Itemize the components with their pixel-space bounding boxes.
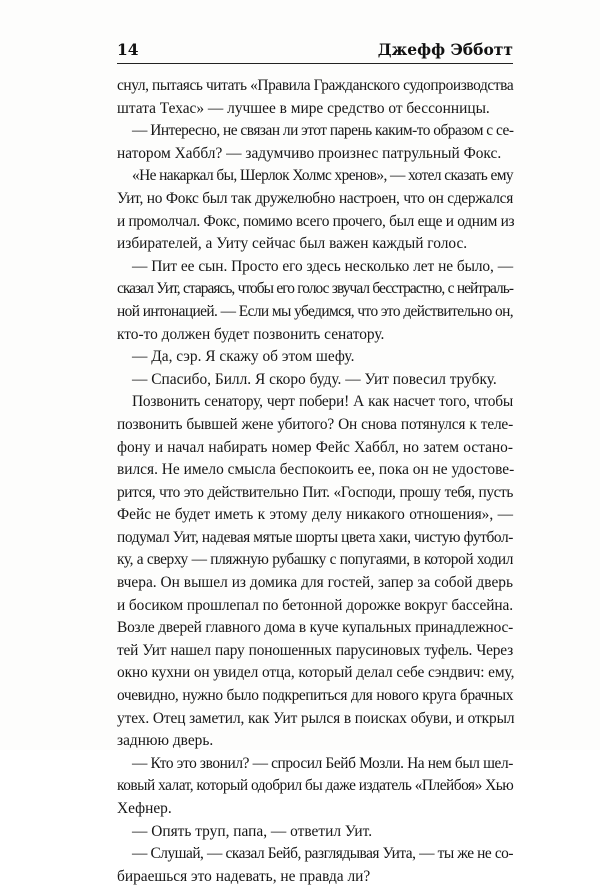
text-line: и промолчал. Фокс, помимо всего прочего, был еще и одним из <box>117 212 515 230</box>
text-line: — Кто это звонил? — спросил Бейб Мозли. На нем был шел- <box>132 754 513 772</box>
text-line: очевидно, нужно было подкрепиться для нового круга брачных <box>117 687 513 705</box>
text-line: сказал Уит, стараясь, чтобы его голос звучал бесстрастно, с нейтраль- <box>117 280 513 298</box>
text-line: ку, а сверху — пляжную рубашку с попугаями, в которой ходил <box>117 551 513 569</box>
text-line: — Опять труп, папа, — ответил Уит. <box>132 822 373 840</box>
text-line: Фейс не будет иметь к этому делу никакого отношения», — <box>117 506 513 524</box>
text-line: заднюю дверь. <box>117 732 214 750</box>
text-line: — Пит ее сын. Просто его здесь несколько лет не было, — <box>132 257 513 275</box>
body-text <box>117 75 513 888</box>
text-line: — Да, сэр. Я скажу об этом шефу. <box>132 348 355 366</box>
header-rule <box>117 63 513 64</box>
text-line: Позвонить сенатору, черт побери! А как насчет того, чтобы <box>132 393 513 411</box>
text-line: снул, пытаясь читать «Правила Гражданского судопроизводства <box>117 77 514 94</box>
text-line: фону и начал набирать номер Фейс Хаббл, но затем останo- <box>117 438 513 456</box>
text-line: — Интересно, не связан ли этот парень каким-то образом с се- <box>132 122 514 140</box>
text-line: — Слушай, — сказал Бейб, разглядывая Уита, — ты же не со- <box>132 845 513 863</box>
text-line: окно кухни он увидел отца, который делал себе сэндвич: ему, <box>117 664 515 682</box>
text-line: ной интонацией. — Если мы убедимся, что это действительно он, <box>117 302 513 320</box>
text-line: Возле дверей главного дома в куче купальных принадлежнос- <box>117 619 513 637</box>
text-line: подумал Уит, надевая мятые шорты цвета хаки, чистую футбол- <box>117 528 513 546</box>
text-line: бираешься это надевать, не правда ли? <box>117 867 371 885</box>
text-line: «Не накаркал бы, Шерлок Холмс хренов», — хотел сказать ему <box>132 167 513 185</box>
text-line: штата Техас» — лучшее в мире средство от бессонницы. <box>117 99 490 117</box>
text-line: ковый халат, который одобрил бы даже издатель «Плейбоя» Хью <box>117 777 514 795</box>
page-header <box>117 40 513 62</box>
text-line: утех. Отец заметил, как Уит рылся в поисках обуви, и открыл <box>117 709 515 727</box>
text-line: Хефнер. <box>117 800 172 817</box>
text-line: тей Уит нашел пару поношенных парусиновых туфель. Через <box>117 641 513 659</box>
text-line: Уит, но Фокс был так дружелюбно настроен, что он сдержался <box>117 189 513 207</box>
page-number: 14 <box>117 40 139 59</box>
text-line: и босиком прошлепал по бетонной дорожке вокруг бассейна. <box>117 596 513 614</box>
running-title: Джефф Эбботт <box>377 40 513 59</box>
text-line: позвонить бывшей жене убитого? Он снова потянулся к теле- <box>117 415 513 433</box>
text-line: вчера. Он вышел из домика для гостей, запер за собой дверь <box>117 574 513 592</box>
text-line: натором Хаббл? — задумчиво произнес патрульный Фокс. <box>117 144 502 162</box>
text-line: рится, что это действительно Пит. «Господи, прошу тебя, пусть <box>117 483 513 501</box>
text-line: избирателей, а Уиту сейчас был важен каждый голос. <box>117 235 468 253</box>
text-line: — Спасибо, Билл. Я скоро буду. — Уит повесил трубку. <box>132 370 497 388</box>
text-line: вился. Не имело смысла беспокоить ее, пока он не удостове- <box>117 461 515 479</box>
text-line: кто-то должен будет позвонить сенатору. <box>117 325 385 343</box>
